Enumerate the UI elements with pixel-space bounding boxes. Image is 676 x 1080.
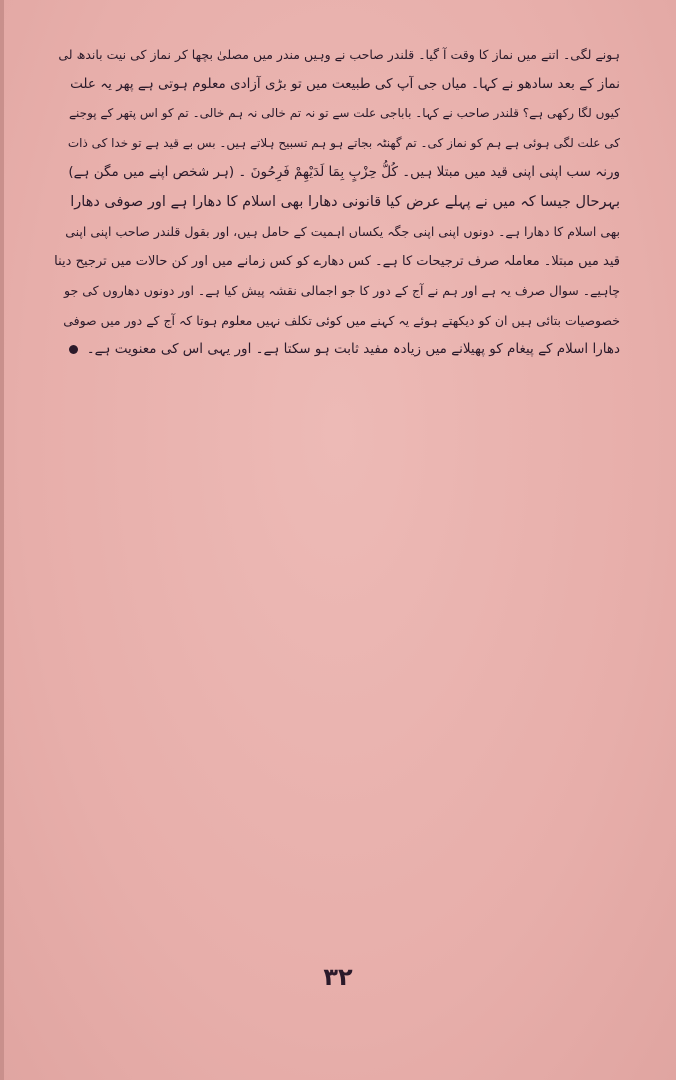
page-left-edge	[0, 0, 4, 1080]
text-line-6: بہرحال جیسا کہ میں نے پہلے عرض کیا قانونی دھارا بھی اسلام کا دھارا ہے اور صوفی دھارا	[70, 193, 620, 210]
text-line-9: چاہیے۔ سوال صرف یہ ہے اور ہم نے آج کے دور کا جو اجمالی نقشہ پیش کیا ہے۔ اور دونوں دھاروں کی جو	[64, 283, 620, 298]
text-line-1: ہونے لگی۔ اتنے میں نماز کا وقت آ گیا۔ قلندر صاحب نے وہیں مندر میں مصلیٰ بچھا کر نماز کی نیت باندھ لی	[58, 47, 620, 62]
text-line-2: نماز کے بعد سادھو نے کہا۔ میاں جی آپ کی طبیعت میں تو بڑی آزادی معلوم ہوتی ہے پھر یہ علت	[70, 75, 620, 92]
text-line-5: ورنہ سب اپنی اپنی قید میں مبتلا ہیں۔ کُلُّ حِزْبٍ بِمَا لَدَيْهِمْ فَرِحُونَ ۔ (ہر شخص اپنے میں مگن ہے)	[68, 164, 620, 180]
paragraph-end-dot-icon	[69, 345, 78, 354]
text-line-3: کیوں لگا رکھی ہے؟ قلندر صاحب نے کہا۔ باباجی علت سے تو نہ تم خالی نہ ہم خالی۔ تم کو اس پتھر کے پوجنے	[69, 106, 620, 120]
text-line-10: خصوصیات بتائی ہیں ان کو دیکھتے ہوئے یہ کہنے میں کوئی تکلف نہیں معلوم ہوتا کہ آج کے دور میں صوفی	[63, 312, 620, 328]
last-line-text: دھارا اسلام کے پیغام کو پھیلانے میں زیادہ مفید ثابت ہو سکتا ہے۔ اور یہی اس کی معنویت ہے۔	[86, 341, 620, 357]
text-line-8: قید میں مبتلا۔ معاملہ صرف ترجیحات کا ہے۔ کس دھارے کو کس زمانے میں اور کن حالات میں ترجیح دینا	[54, 253, 620, 269]
text-line-11	[52, 335, 620, 365]
text-line-4: کی علت لگی ہوئی ہے ہم کو نماز کی۔ تم گھنٹہ بجاتے ہو ہم تسبیح ہلاتے ہیں۔ بس بے قید ہے تو خدا کی ذات	[67, 135, 620, 150]
page-number: ۳۲	[323, 963, 353, 991]
text-line-7: بھی اسلام کا دھارا ہے۔ دونوں اپنی اپنی جگہ یکساں اہمیت کے حامل ہیں، اور بقول قلندر صاحب اپنی اپنی	[65, 224, 620, 239]
body-text	[52, 40, 620, 365]
